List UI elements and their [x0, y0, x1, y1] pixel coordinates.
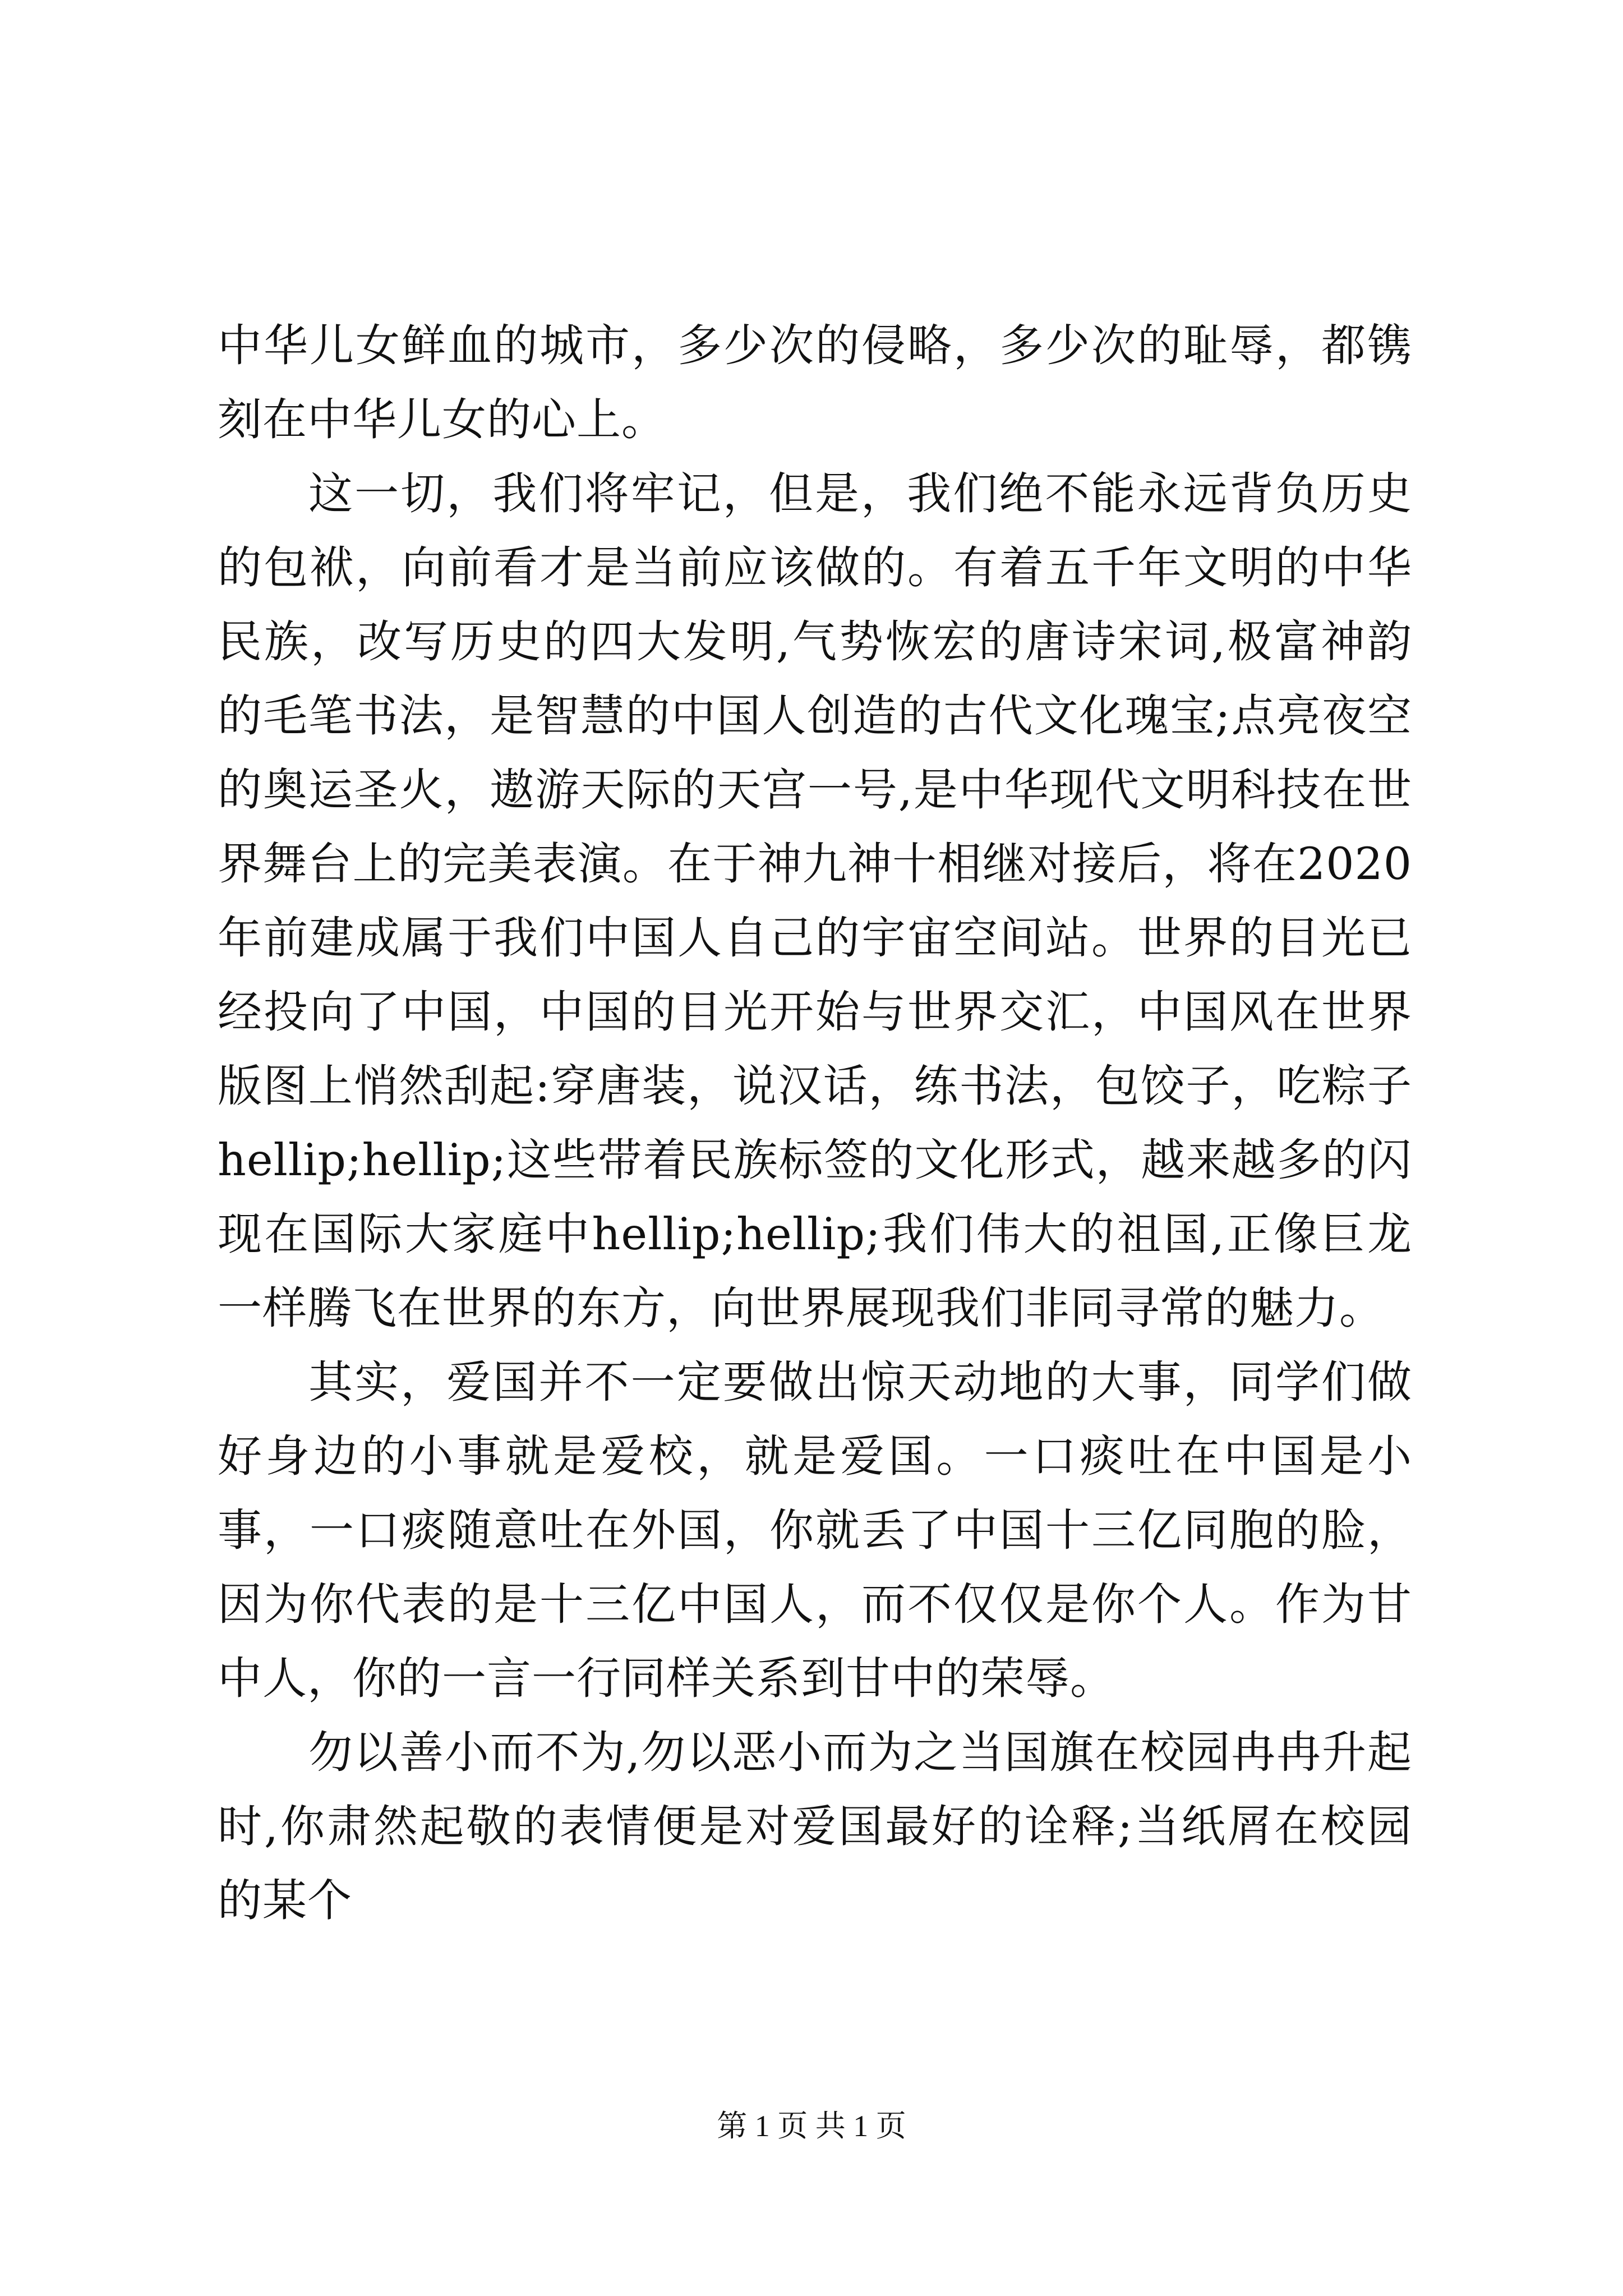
page-number-footer: 第 1 页 共 1 页 — [717, 2109, 906, 2143]
paragraph-2: 这一切，我们将牢记，但是，我们绝不能永远背负历史的包袱，向前看才是当前应该做的。有着五千年文明的中华民族，改写历史的四大发明,气势恢宏的唐诗宋词,极富神韵的毛笔书法，是智慧的中国人创造的古代文化瑰宝;点亮夜空的奥运圣火，遨游天际的天宫一号,是中华现代文明科技在世界舞台上的完美表演。在于神九神十相继对接后，将在2020年前建成属于我们中国人自己的宇宙空间站。世界的目光已经投向了中国，中国的目光开始与世界交汇，中国风在世界版图上悄然刮起:穿唐装，说汉话，练书法，包饺子，吃粽子hellip;hellip;这些带着民族标签的文化形式，越来越多的闪现在国际大家庭中hellip;hellip;我们伟大的祖国,正像巨龙一样腾飞在世界的东方，向世界展现我们非同寻常的魅力。 — [218, 468, 1412, 1334]
paragraph-3: 其实，爱国并不一定要做出惊天动地的大事，同学们做好身边的小事就是爱校，就是爱国。一口痰吐在中国是小事，一口痰随意吐在外国，你就丢了中国十三亿同胞的脸，因为你代表的是十三亿中国人，而不仅仅是你个人。作为甘中人，你的一言一行同样关系到甘中的荣辱。 — [218, 1356, 1412, 1704]
paragraph-4: 勿以善小而不为,勿以恶小而为之当国旗在校园冉冉升起时,你肃然起敬的表情便是对爱国最好的诠释;当纸屑在校园的某个 — [218, 1727, 1412, 1926]
paragraph-1: 中华儿女鲜血的城市，多少次的侵略，多少次的耻辱，都镌刻在中华儿女的心上。 — [218, 320, 1412, 445]
document-body — [218, 309, 1412, 1938]
